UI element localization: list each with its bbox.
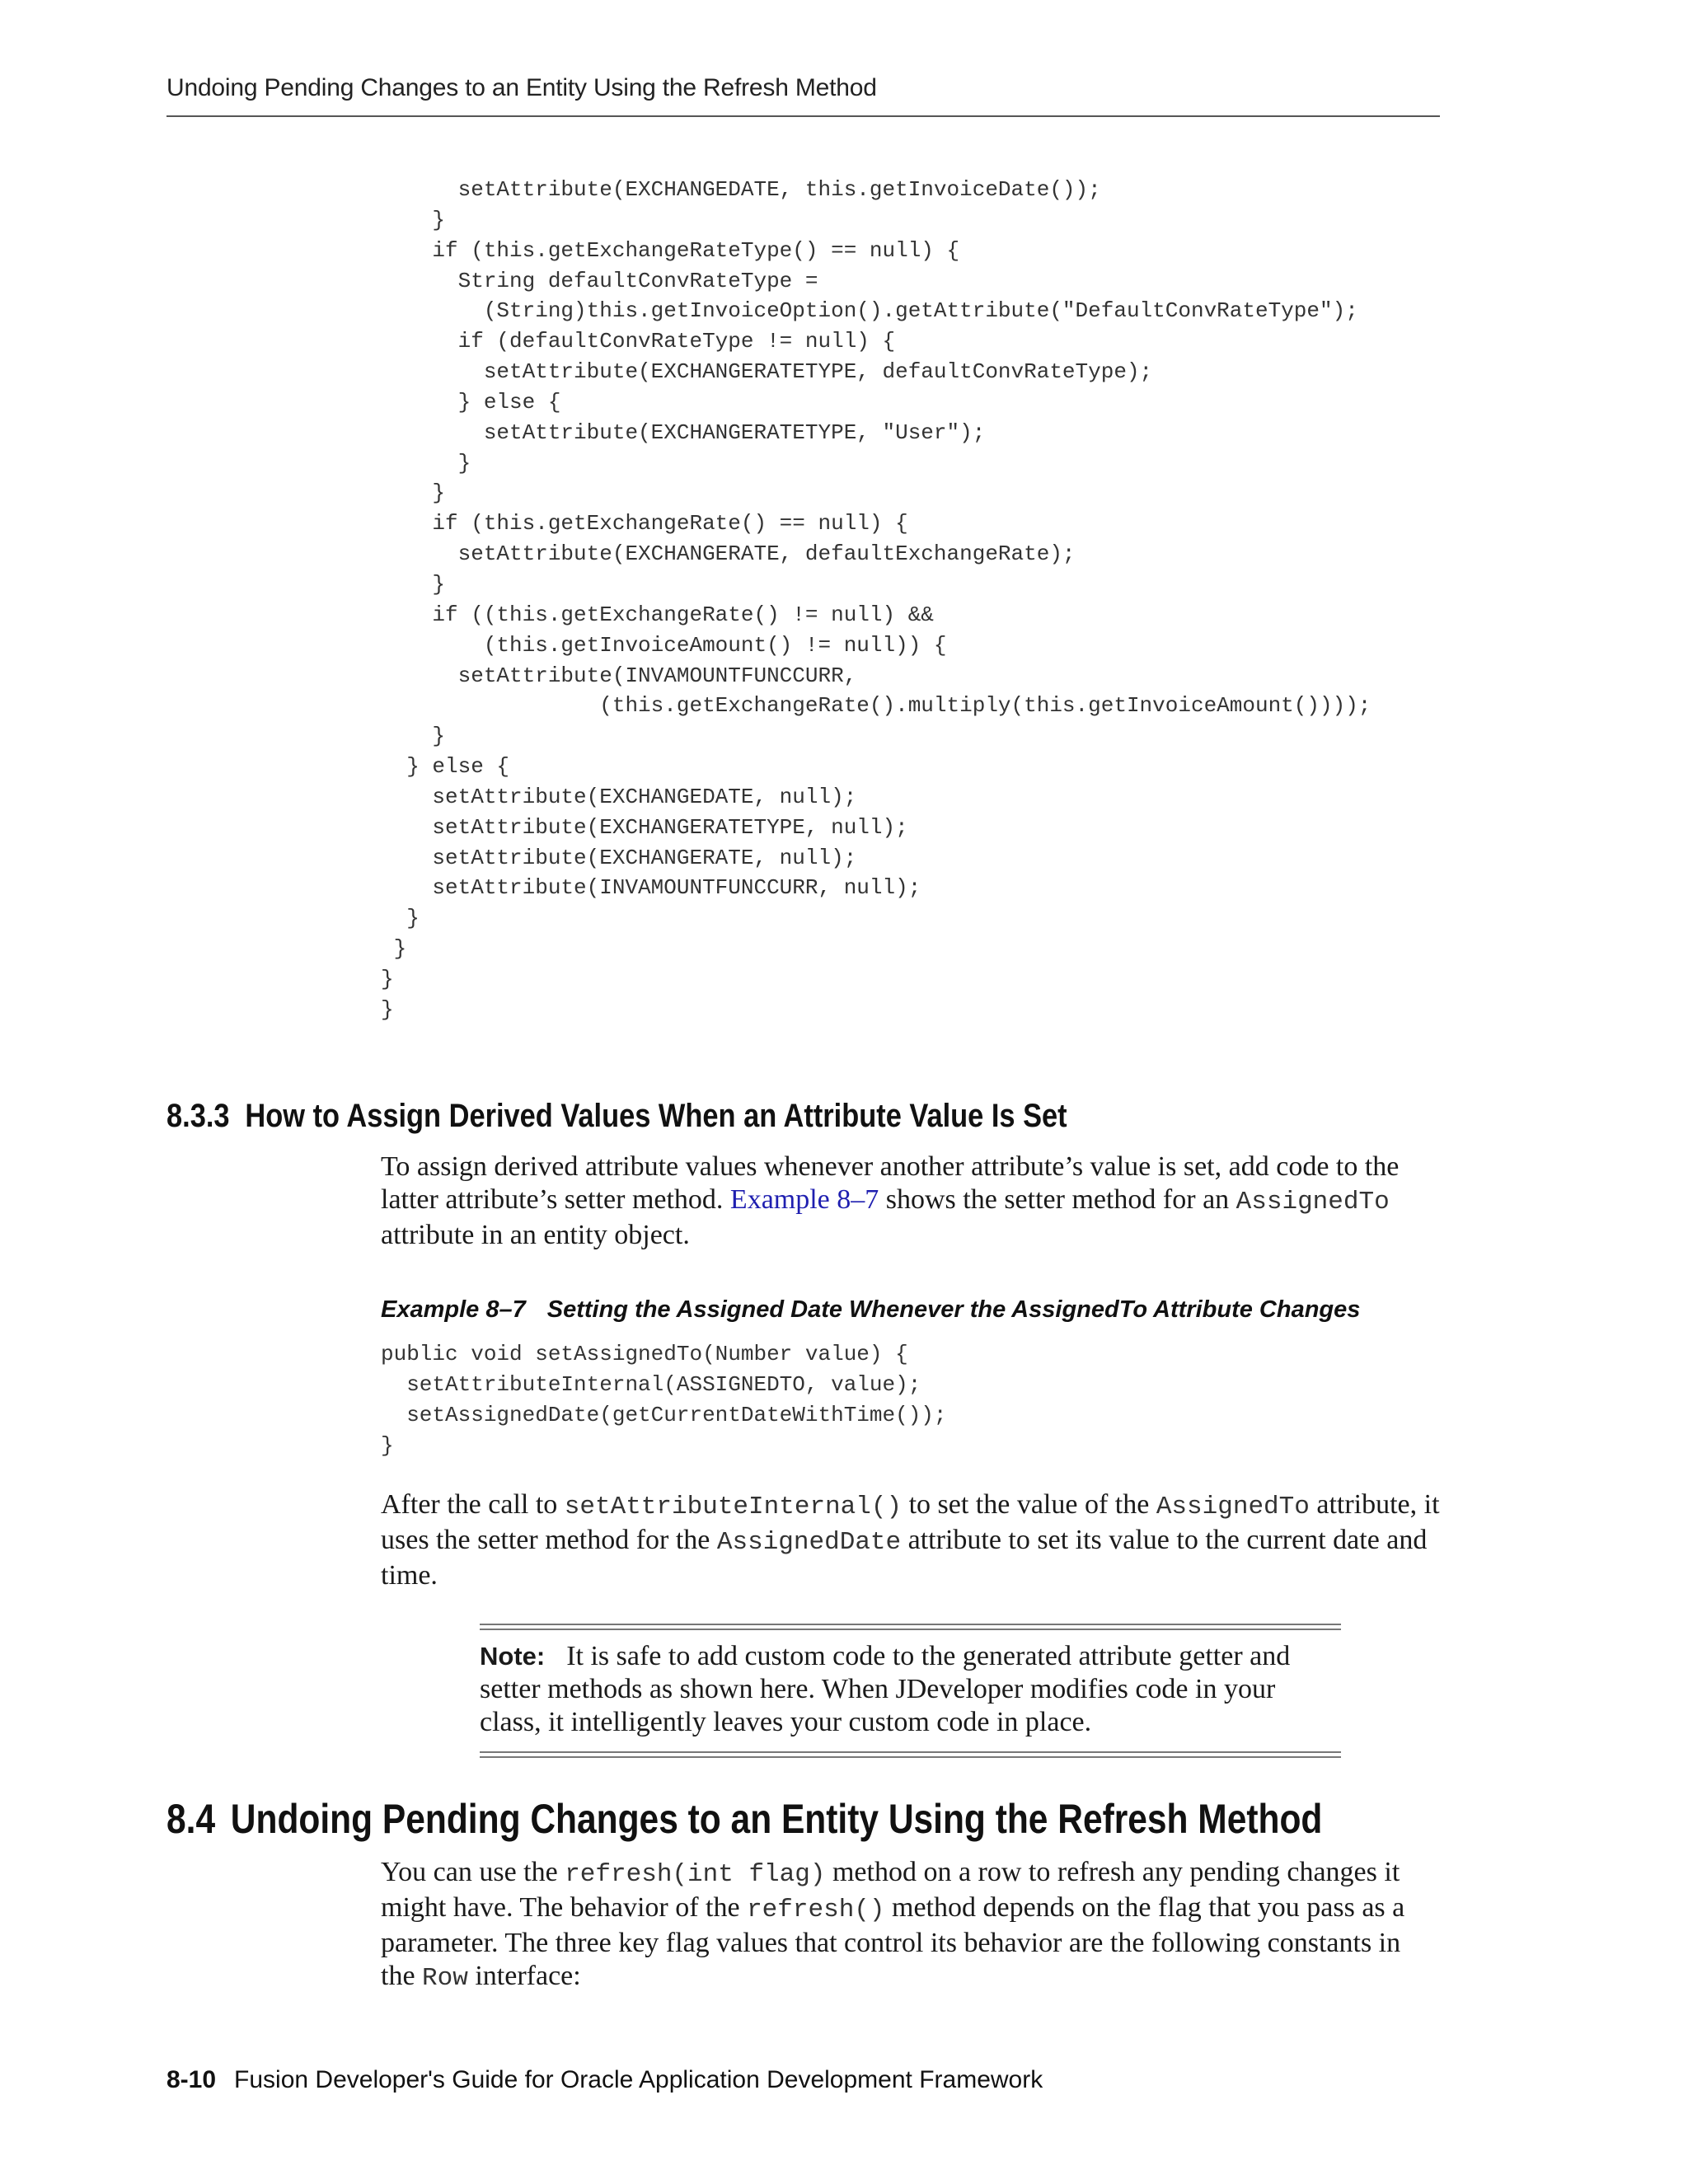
page-number: 8-10 <box>166 2066 217 2093</box>
after-call-paragraph <box>381 1488 1440 1592</box>
text-run: attribute to set its value to the current date and time. <box>381 1525 1428 1591</box>
note-rule-bottom <box>480 1751 1341 1758</box>
header-rule <box>166 115 1440 117</box>
text-run: method depends on the flag that you pass as a parameter. The three key flag values that control its behavior are the following constants in the <box>381 1892 1405 1991</box>
text-run: shows the setter method for an <box>879 1184 1236 1215</box>
section-8-4-intro <box>381 1856 1440 1995</box>
inline-code: setAttributeInternal() <box>564 1493 903 1521</box>
running-header: Undoing Pending Changes to an Entity Using the Refresh Method <box>166 74 877 101</box>
code-block-continuation: setAttribute(EXCHANGEDATE, this.getInvoiceDate()); } if (this.getExchangeRateType() == null) { String defaultConvRateType = (String)this.getInvoiceOption().getAttribute("DefaultConvRateType"); if (defaultConvRateType != null) { setAttribute(EXCHANGERATETYPE, defaultConvRateType); } else { setAttribute(EXCHANGERATETYPE, "User"); } } if (this.getExchangeRate() == null) { setAttribute(EXCHANGERATE, defaultExchangeRate); } if ((this.getExchangeRate() != null) && (this.getInvoiceAmount() != null)) { setAttribute(INVAMOUNTFUNCCURR, (this.getExchangeRate().multiply(this.getInvoiceAmount()))); } } else { setAttribute(EXCHANGEDATE, null); setAttribute(EXCHANGERATETYPE, null); setAttribute(EXCHANGERATE, null); setAttribute(INVAMOUNTFUNCCURR, null); } } } } <box>381 177 1372 1022</box>
section-heading-8-4 <box>166 1795 1322 1843</box>
text-run: interface: <box>467 1961 581 1991</box>
inline-code: refresh() <box>747 1896 885 1924</box>
page-footer <box>166 2066 1043 2094</box>
text-run: to set the value of the <box>902 1489 1156 1520</box>
example-label: Example 8–7 <box>381 1296 526 1323</box>
text-run: To assign derived attribute values whenever another attribute’s value is set, add code to the latter attribute’s setter method. <box>381 1151 1400 1215</box>
example-title: Setting the Assigned Date Whenever the AssignedTo Attribute Changes <box>546 1296 1361 1323</box>
section-title: How to Assign Derived Values When an Attribute Value Is Set <box>245 1098 1067 1134</box>
inline-code: refresh(int flag) <box>565 1860 826 1889</box>
inline-code: AssignedDate <box>716 1528 902 1557</box>
section-number: 8.3.3 <box>166 1098 230 1134</box>
section-number: 8.4 <box>166 1796 216 1842</box>
section-8-3-3-intro <box>381 1151 1440 1252</box>
note-rule-top <box>480 1624 1341 1630</box>
inline-code: Row <box>422 1964 468 1993</box>
text-run: method on a row to refresh any pending changes it might have. The behavior of the <box>381 1857 1400 1923</box>
note-text: It is safe to add custom code to the generated attribute getter and setter methods as shown here. When JDeveloper modifies code in your class, it intelligently leaves your custom code in place. <box>480 1641 1291 1737</box>
text-run: You can use the <box>381 1857 565 1887</box>
section-heading-8-3-3 <box>166 1098 1067 1135</box>
inline-code: AssignedTo <box>1236 1188 1390 1216</box>
text-run: attribute in an entity object. <box>381 1220 690 1250</box>
note-label: Note: <box>480 1642 546 1671</box>
note-box <box>480 1640 1341 1739</box>
example-caption <box>381 1296 1360 1324</box>
section-title: Undoing Pending Changes to an Entity Using the Refresh Method <box>230 1796 1323 1842</box>
text-run: After the call to <box>381 1489 565 1520</box>
text-run: attribute, it uses the setter method for the <box>381 1489 1440 1555</box>
code-block-example-8-7: public void setAssignedTo(Number value) { setAttributeInternal(ASSIGNEDTO, value); setAssignedDate(getCurrentDateWithTime()); } <box>381 1342 947 1458</box>
book-title: Fusion Developer's Guide for Oracle Application Development Framework <box>234 2066 1043 2093</box>
example-8-7-link[interactable]: Example 8–7 <box>729 1184 879 1215</box>
inline-code: AssignedTo <box>1156 1493 1310 1521</box>
